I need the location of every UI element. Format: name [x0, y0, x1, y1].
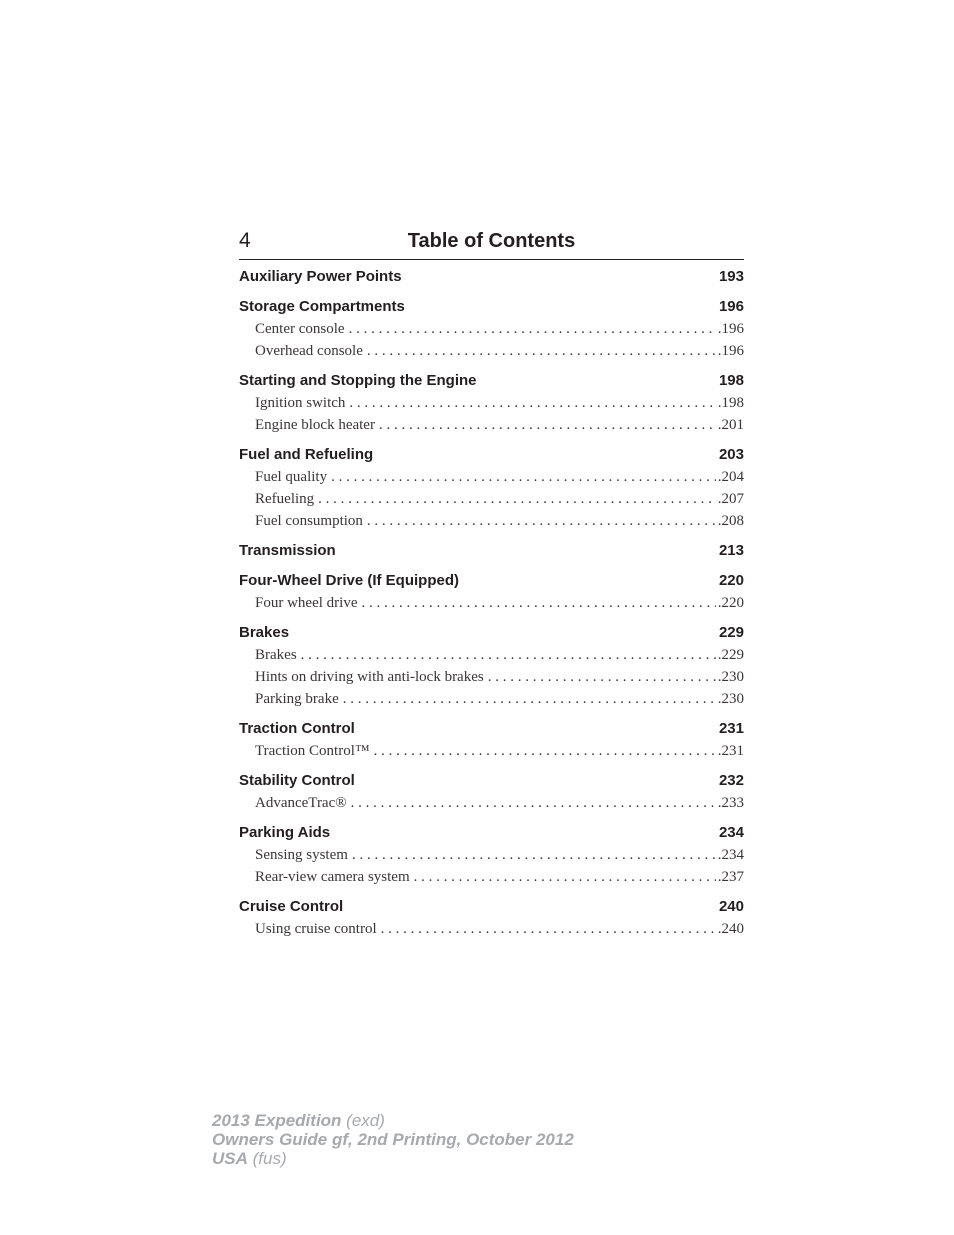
entry-page-number: .234	[717, 847, 744, 863]
entry-title: AdvanceTrac®	[255, 795, 347, 811]
section-page-number: 203	[718, 446, 744, 463]
toc-section-heading[interactable]	[239, 266, 744, 288]
toc-section	[239, 770, 744, 814]
section-title: Cruise Control	[239, 898, 344, 915]
entry-page-number: .237	[717, 869, 744, 885]
entry-title: Parking brake	[255, 691, 339, 707]
dot-leader	[374, 740, 716, 762]
toc-section	[239, 896, 744, 940]
section-title: Traction Control	[239, 720, 355, 737]
entry-title: Hints on driving with anti-lock brakes	[255, 669, 484, 685]
footer-model: 2013 Expedition	[212, 1111, 342, 1130]
toc-entry[interactable]	[239, 792, 744, 814]
dot-leader	[331, 466, 716, 488]
toc-entry[interactable]	[239, 918, 744, 940]
section-page-number: 229	[718, 624, 744, 641]
toc-section	[239, 822, 744, 888]
footer-line-3	[212, 1149, 574, 1168]
entry-title: Center console	[255, 321, 345, 337]
toc-section-heading[interactable]	[239, 370, 744, 392]
entry-page-number: .198	[717, 395, 744, 411]
toc-section-heading[interactable]	[239, 896, 744, 918]
toc-section	[239, 266, 744, 288]
toc-entry[interactable]	[239, 644, 744, 666]
toc-entry[interactable]	[239, 318, 744, 340]
toc-section	[239, 622, 744, 710]
toc-entry[interactable]	[239, 392, 744, 414]
toc-section-heading[interactable]	[239, 296, 744, 318]
toc-entry[interactable]	[239, 466, 744, 488]
toc-section	[239, 540, 744, 562]
dot-leader	[367, 510, 716, 532]
entry-page-number: .231	[717, 743, 744, 759]
page-number: 4	[239, 229, 251, 252]
section-title: Storage Compartments	[239, 298, 405, 315]
toc-section	[239, 570, 744, 614]
section-title: Transmission	[239, 542, 336, 559]
entry-page-number: .201	[717, 417, 744, 433]
toc-entry[interactable]	[239, 666, 744, 688]
entry-page-number: .196	[717, 343, 744, 359]
section-title: Brakes	[239, 624, 290, 641]
toc-section-heading[interactable]	[239, 540, 744, 562]
table-of-contents	[239, 266, 744, 948]
dot-leader	[414, 866, 716, 888]
entry-title: Engine block heater	[255, 417, 375, 433]
entry-title: Refueling	[255, 491, 315, 507]
dot-leader	[488, 666, 716, 688]
section-page-number: 193	[718, 268, 744, 285]
footer-market-code: (fus)	[247, 1149, 287, 1168]
toc-section-heading[interactable]	[239, 444, 744, 466]
toc-entry[interactable]	[239, 510, 744, 532]
entry-title: Overhead console	[255, 343, 363, 359]
entry-page-number: .240	[717, 921, 744, 937]
section-title: Parking Aids	[239, 824, 331, 841]
entry-page-number: .230	[717, 669, 744, 685]
dot-leader	[352, 844, 716, 866]
section-title: Starting and Stopping the Engine	[239, 372, 477, 389]
entry-title: Ignition switch	[255, 395, 346, 411]
dot-leader	[301, 644, 716, 666]
section-title: Stability Control	[239, 772, 355, 789]
section-page-number: 234	[718, 824, 744, 841]
toc-section	[239, 370, 744, 436]
footer-model-code: (exd)	[341, 1111, 385, 1130]
dot-leader	[367, 340, 716, 362]
dot-leader	[351, 792, 716, 814]
footer-line-2: Owners Guide gf, 2nd Printing, October 2012	[212, 1130, 574, 1149]
entry-page-number: .204	[717, 469, 744, 485]
section-title: Fuel and Refueling	[239, 446, 374, 463]
entry-page-number: .196	[717, 321, 744, 337]
footer	[212, 1111, 574, 1168]
entry-title: Rear-view camera system	[255, 869, 410, 885]
section-page-number: 232	[718, 772, 744, 789]
entry-title: Brakes	[255, 647, 297, 663]
footer-line-1	[212, 1111, 574, 1130]
section-title: Four-Wheel Drive (If Equipped)	[239, 572, 459, 589]
toc-entry[interactable]	[239, 740, 744, 762]
toc-section-heading[interactable]	[239, 822, 744, 844]
section-page-number: 213	[718, 542, 744, 559]
footer-market: USA	[212, 1149, 248, 1168]
section-page-number: 220	[718, 572, 744, 589]
toc-section	[239, 444, 744, 532]
entry-page-number: .233	[717, 795, 744, 811]
entry-page-number: .230	[717, 691, 744, 707]
entry-page-number: .208	[717, 513, 744, 529]
entry-title: Four wheel drive	[255, 595, 358, 611]
dot-leader	[318, 488, 716, 510]
toc-section-heading[interactable]	[239, 770, 744, 792]
toc-entry[interactable]	[239, 688, 744, 710]
toc-entry[interactable]	[239, 340, 744, 362]
entry-title: Fuel consumption	[255, 513, 363, 529]
toc-section	[239, 718, 744, 762]
entry-title: Fuel quality	[255, 469, 328, 485]
toc-section-heading[interactable]	[239, 622, 744, 644]
entry-page-number: .220	[717, 595, 744, 611]
dot-leader	[349, 392, 715, 414]
toc-section-heading[interactable]	[239, 570, 744, 592]
entry-page-number: .229	[717, 647, 744, 663]
toc-entry[interactable]	[239, 414, 744, 436]
entry-title: Sensing system	[255, 847, 348, 863]
section-title: Auxiliary Power Points	[239, 268, 402, 285]
toc-entry[interactable]	[239, 866, 744, 888]
page-title: Table of Contents	[407, 230, 576, 252]
entry-page-number: .207	[717, 491, 744, 507]
toc-entry[interactable]	[239, 592, 744, 614]
toc-section-heading[interactable]	[239, 718, 744, 740]
dot-leader	[361, 592, 715, 614]
toc-entry[interactable]	[239, 844, 744, 866]
section-page-number: 196	[718, 298, 744, 315]
dot-leader	[379, 414, 716, 436]
page-header	[239, 228, 744, 260]
section-page-number: 231	[718, 720, 744, 737]
section-page-number: 240	[718, 898, 744, 915]
dot-leader	[381, 918, 716, 940]
toc-section	[239, 296, 744, 362]
dot-leader	[349, 318, 716, 340]
section-page-number: 198	[718, 372, 744, 389]
entry-title: Using cruise control	[255, 921, 377, 937]
dot-leader	[343, 688, 716, 710]
entry-title: Traction Control™	[255, 743, 370, 759]
toc-entry[interactable]	[239, 488, 744, 510]
